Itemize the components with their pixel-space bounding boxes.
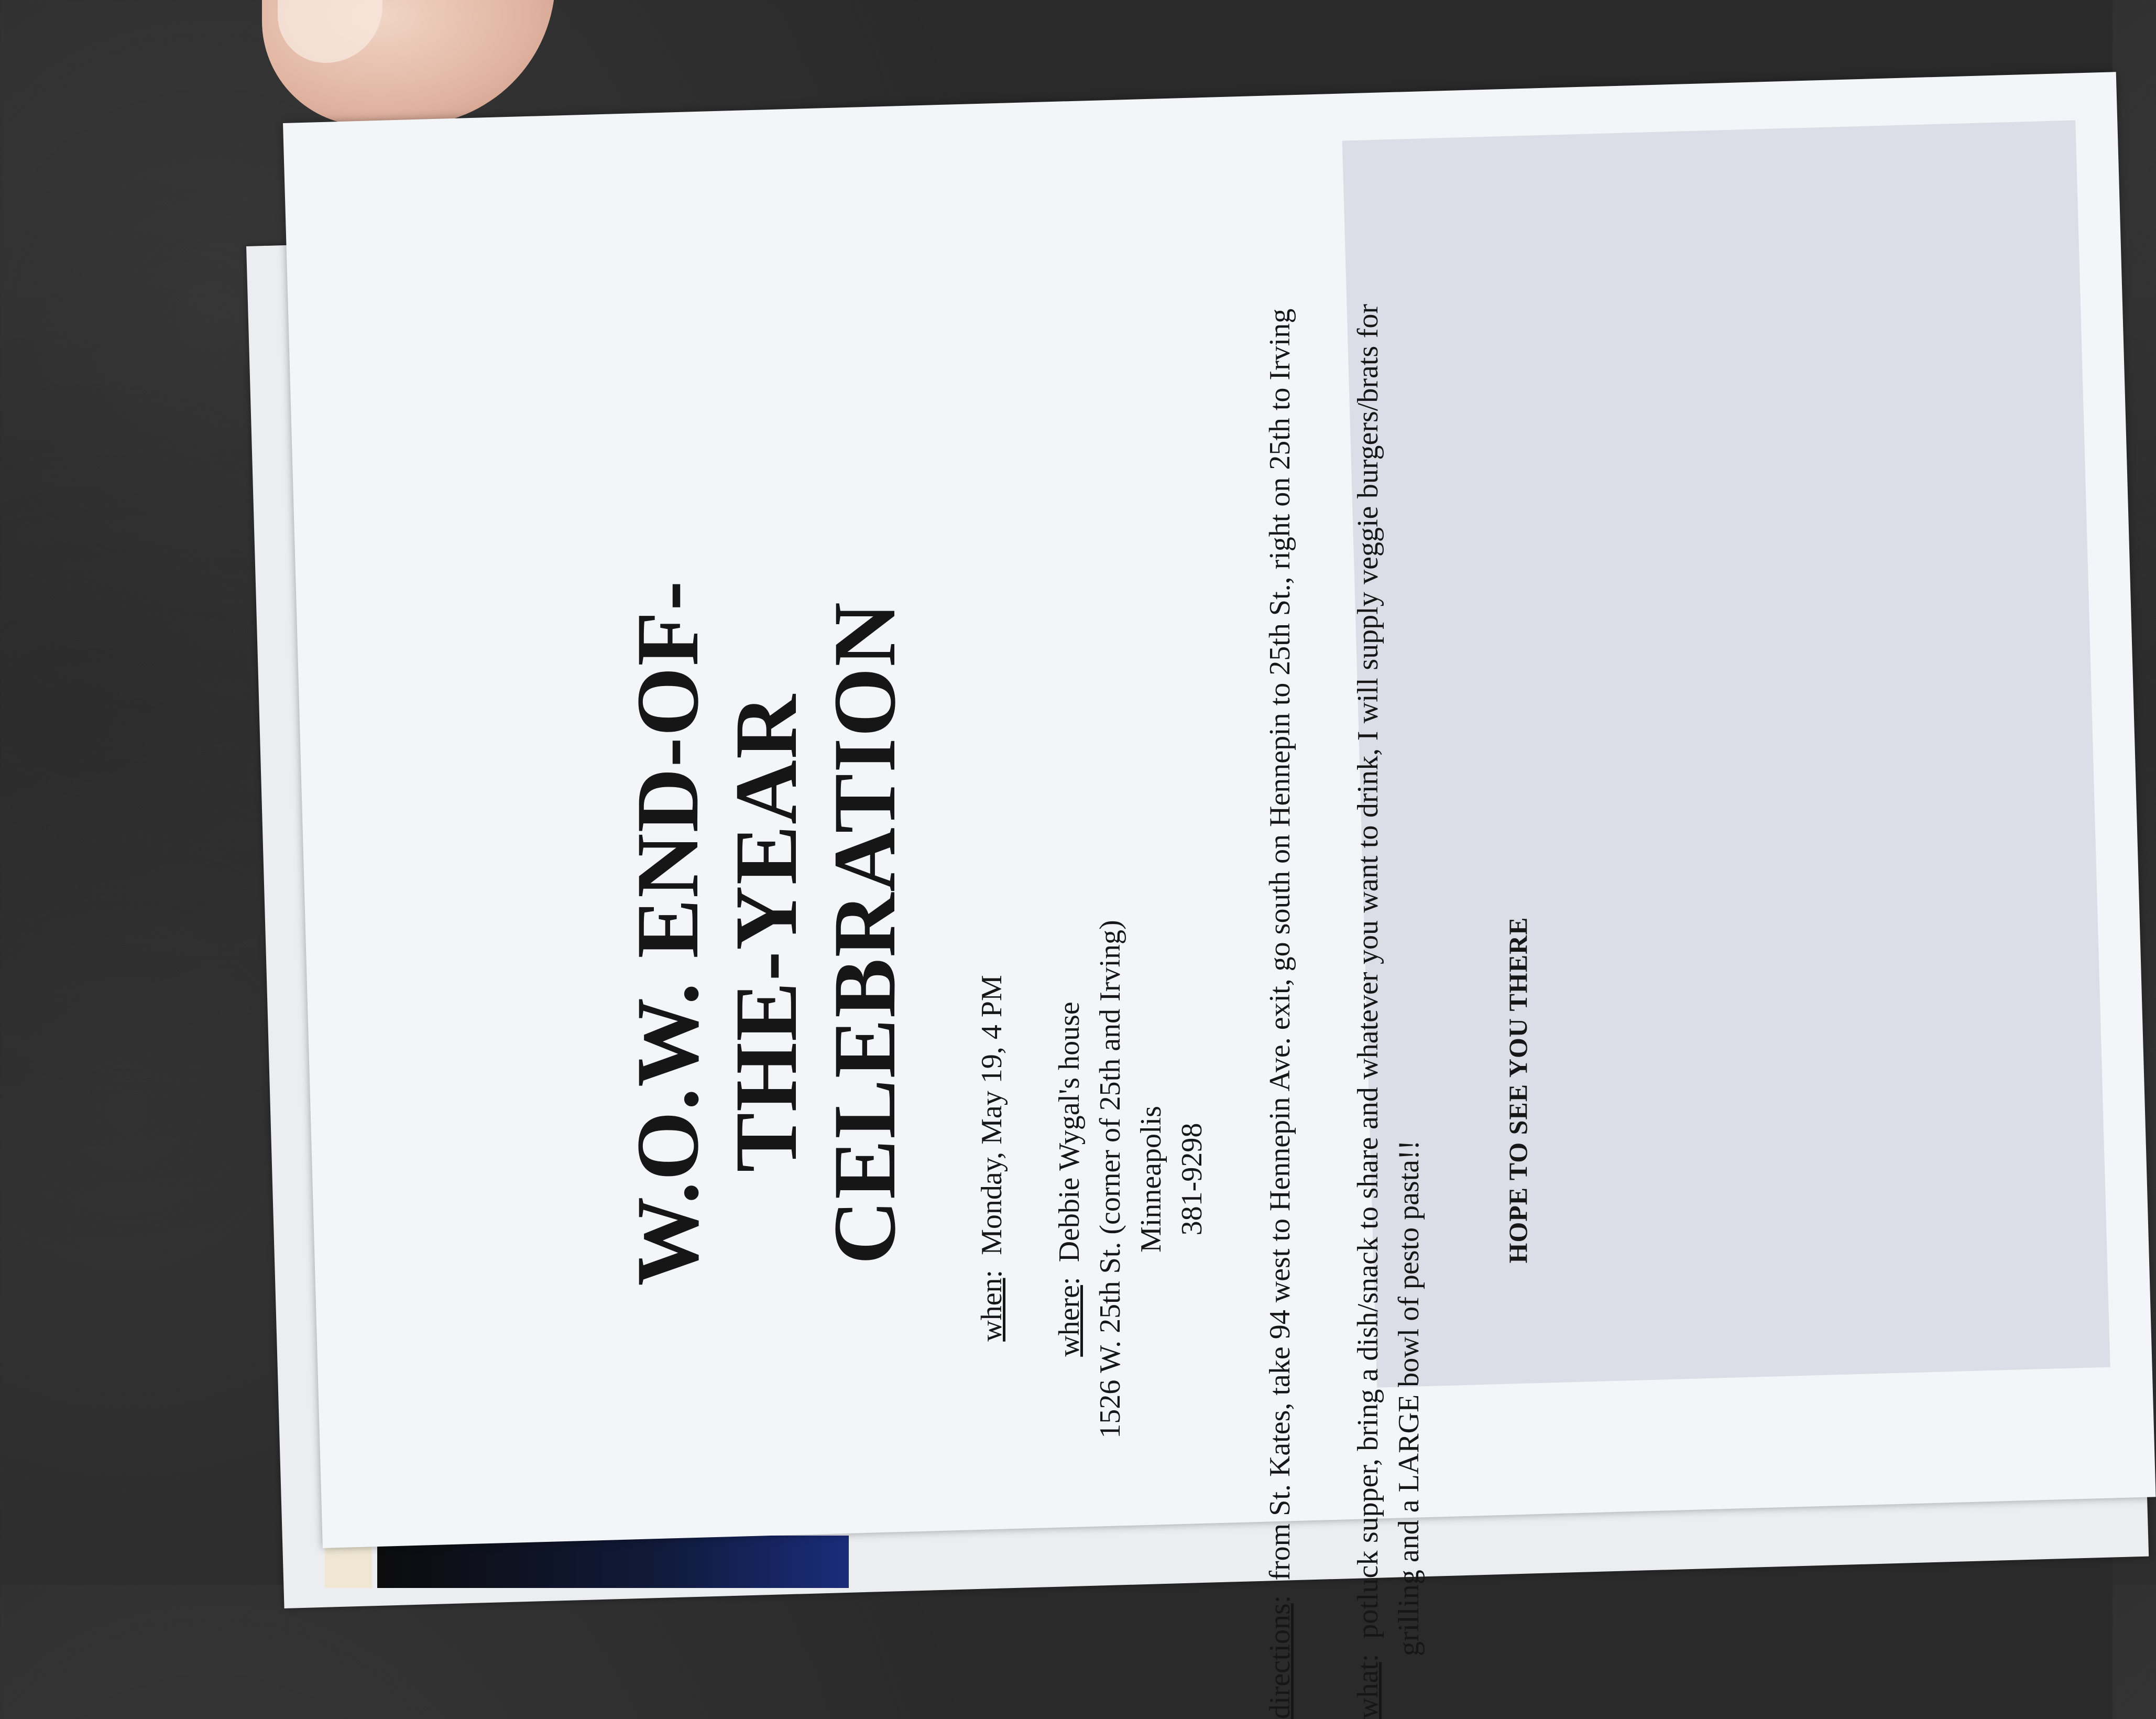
title-line-1: W.O.W. END-OF- (618, 580, 717, 1286)
where-phone: 381-9298 (1176, 1123, 1208, 1236)
what-section: what: potluck supper, bring a dish/snack to share and whatever you want to drink, I will supply veggie burgers/brats for grilling and a LARGE bowl of pesto pasta!! (1352, 303, 1425, 1719)
where-city: Minneapolis (1135, 1106, 1167, 1253)
directions-label: directions (1264, 1603, 1296, 1719)
directions-text: from St. Kates, take 94 west to Hennepin Ave. exit, go south on Hennepin to 25th St., right on 25th to Irving (1264, 308, 1296, 1581)
closing-line: HOPE TO SEE YOU THERE (1503, 917, 1533, 1264)
when-section: when: Monday, May 19, 4 PM (976, 975, 1008, 1342)
where-line-1: where: Debbie Wygal's house (1053, 1002, 1086, 1357)
what-text: potluck supper, bring a dish/snack to share and whatever you want to drink, I will supply veggie burgers/brats for grilling and a LARGE bowl of pesto pasta!! (1352, 303, 1425, 1656)
where-address: 1526 W. 25th St. (corner of 25th and Irving) (1094, 920, 1126, 1439)
flyer-content (618, 147, 1533, 1719)
title-line-2: THE-YEAR (717, 693, 815, 1172)
when-label: when (976, 1278, 1008, 1342)
title-line-3: CELEBRATION (815, 601, 914, 1265)
flyer-title (618, 147, 914, 1719)
bleed-through-shading (1342, 120, 2110, 1387)
where-host: Debbie Wygal's house (1053, 1002, 1086, 1263)
where-section (1049, 639, 1212, 1719)
what-label: what (1352, 1662, 1384, 1719)
directions-section: directions: from St. Kates, take 94 west to Hennepin Ave. exit, go south on Hennepin to 25th St., right on 25th to Irving (1264, 308, 1296, 1719)
where-label: where (1053, 1285, 1086, 1357)
when-value: Monday, May 19, 4 PM (976, 975, 1008, 1255)
